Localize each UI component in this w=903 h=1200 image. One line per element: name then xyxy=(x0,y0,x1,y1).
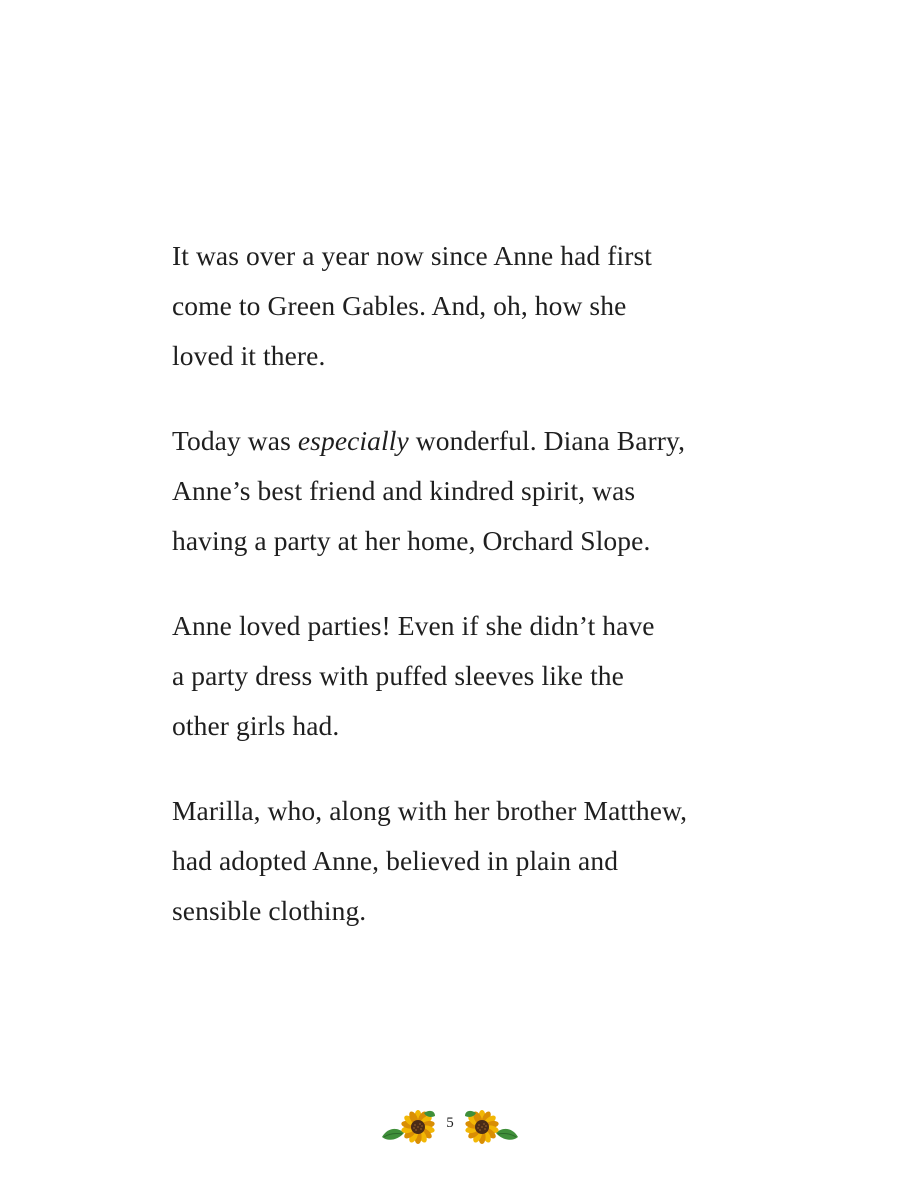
text-line: having a party at her home, Orchard Slope. xyxy=(172,525,651,556)
text-line xyxy=(172,416,792,466)
paragraph-3 xyxy=(172,601,792,751)
sunflower-icon xyxy=(380,1107,436,1147)
paragraph-4 xyxy=(172,786,792,936)
text-line: Anne loved parties! Even if she didn’t have xyxy=(172,610,655,641)
sunflower-icon xyxy=(464,1107,520,1147)
page-footer xyxy=(380,1107,520,1147)
text-segment: Today was xyxy=(172,425,298,456)
emphasized-word: especially xyxy=(297,425,409,456)
paragraph-1 xyxy=(172,231,792,381)
text-line: Marilla, who, along with her brother Matthew, xyxy=(172,795,688,826)
text-line: Anne’s best friend and kindred spirit, was xyxy=(172,475,636,506)
text-line: a party dress with puffed sleeves like the xyxy=(172,660,624,691)
text-line: other girls had. xyxy=(172,710,340,741)
text-line: loved it there. xyxy=(172,340,326,371)
text-segment: wonderful. Diana Barry, xyxy=(408,425,686,456)
text-line: It was over a year now since Anne had first xyxy=(172,240,653,271)
text-line: come to Green Gables. And, oh, how she xyxy=(172,290,627,321)
paragraph-2 xyxy=(172,416,792,566)
text-line: sensible clothing. xyxy=(172,895,367,926)
story-text xyxy=(172,231,792,971)
text-line: had adopted Anne, believed in plain and xyxy=(172,845,619,876)
page-number: 5 xyxy=(446,1115,454,1131)
